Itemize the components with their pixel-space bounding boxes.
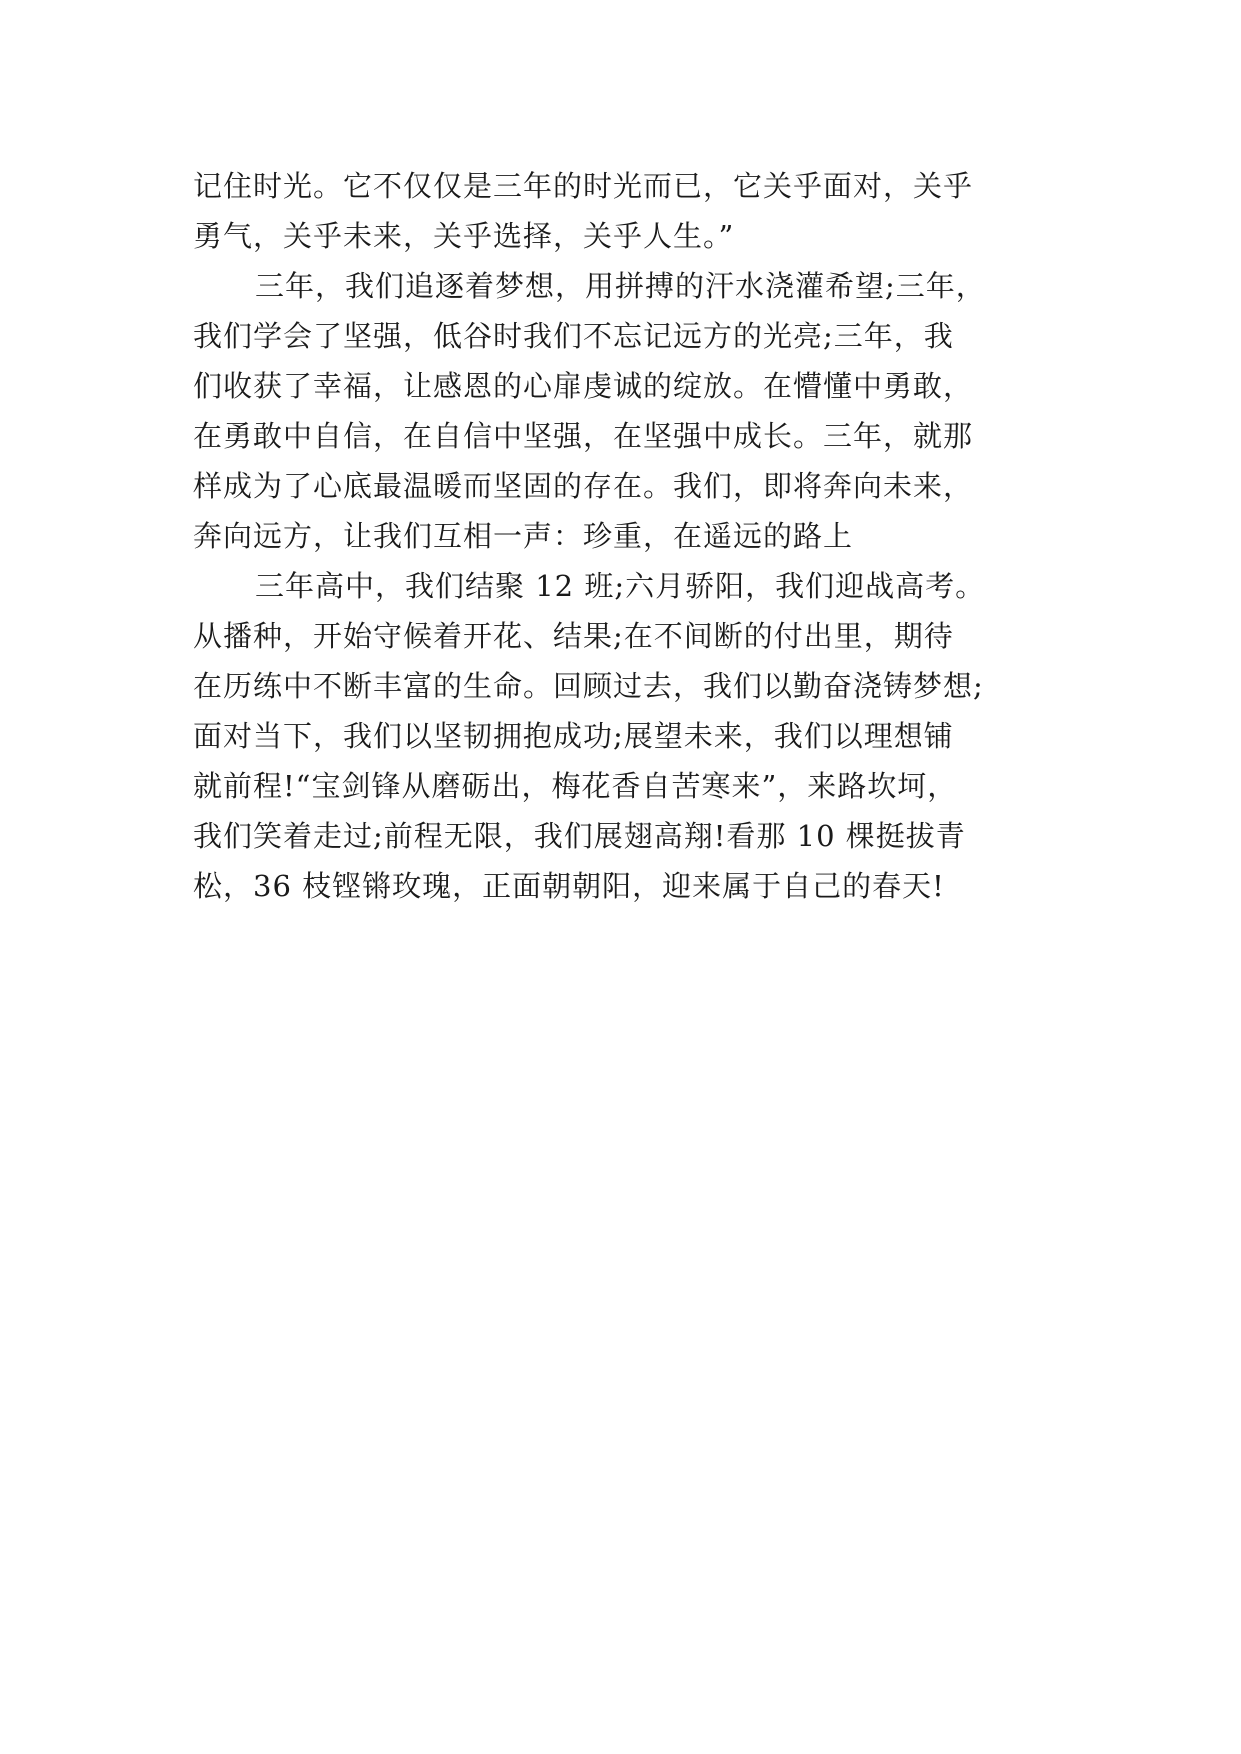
text-line: 勇气，关乎未来，关乎选择，关乎人生。” bbox=[193, 219, 735, 253]
text-line: 从播种，开始守候着开花、结果;在不间断的付出里，期待 bbox=[193, 619, 954, 653]
text-line: 们收获了幸福，让感恩的心扉虔诚的绽放。在懵懂中勇敢， bbox=[193, 369, 974, 403]
text-line: 就前程!“宝剑锋从磨砺出，梅花香自苦寒来”，来路坎坷， bbox=[193, 769, 958, 803]
document-body bbox=[193, 161, 1073, 911]
text-line: 我们笑着走过;前程无限，我们展翅高翔!看那 10 棵挺拔青 bbox=[193, 819, 966, 853]
text-line: 记住时光。它不仅仅是三年的时光而已，它关乎面对，关乎 bbox=[193, 169, 974, 203]
text-line: 面对当下，我们以坚韧拥抱成功;展望未来，我们以理想铺 bbox=[193, 719, 954, 753]
text-line: 三年，我们追逐着梦想，用拼搏的汗水浇灌希望;三年， bbox=[255, 269, 986, 303]
text-line: 松，36 枝铿锵玫瑰，正面朝朝阳，迎来属于自己的春天! bbox=[193, 869, 945, 903]
paragraph-2 bbox=[193, 261, 1073, 561]
text-line: 三年高中，我们结聚 12 班;六月骄阳，我们迎战高考。 bbox=[255, 569, 986, 603]
text-line: 我们学会了坚强，低谷时我们不忘记远方的光亮;三年，我 bbox=[193, 319, 954, 353]
text-line: 奔向远方，让我们互相一声：珍重，在遥远的路上 bbox=[193, 519, 854, 553]
text-line: 在历练中不断丰富的生命。回顾过去，我们以勤奋浇铸梦想; bbox=[193, 669, 984, 703]
paragraph-3 bbox=[193, 561, 1073, 911]
text-line: 样成为了心底最温暖而坚固的存在。我们，即将奔向未来， bbox=[193, 469, 974, 503]
text-line: 在勇敢中自信，在自信中坚强，在坚强中成长。三年，就那 bbox=[193, 419, 974, 453]
paragraph-1 bbox=[193, 161, 1073, 261]
